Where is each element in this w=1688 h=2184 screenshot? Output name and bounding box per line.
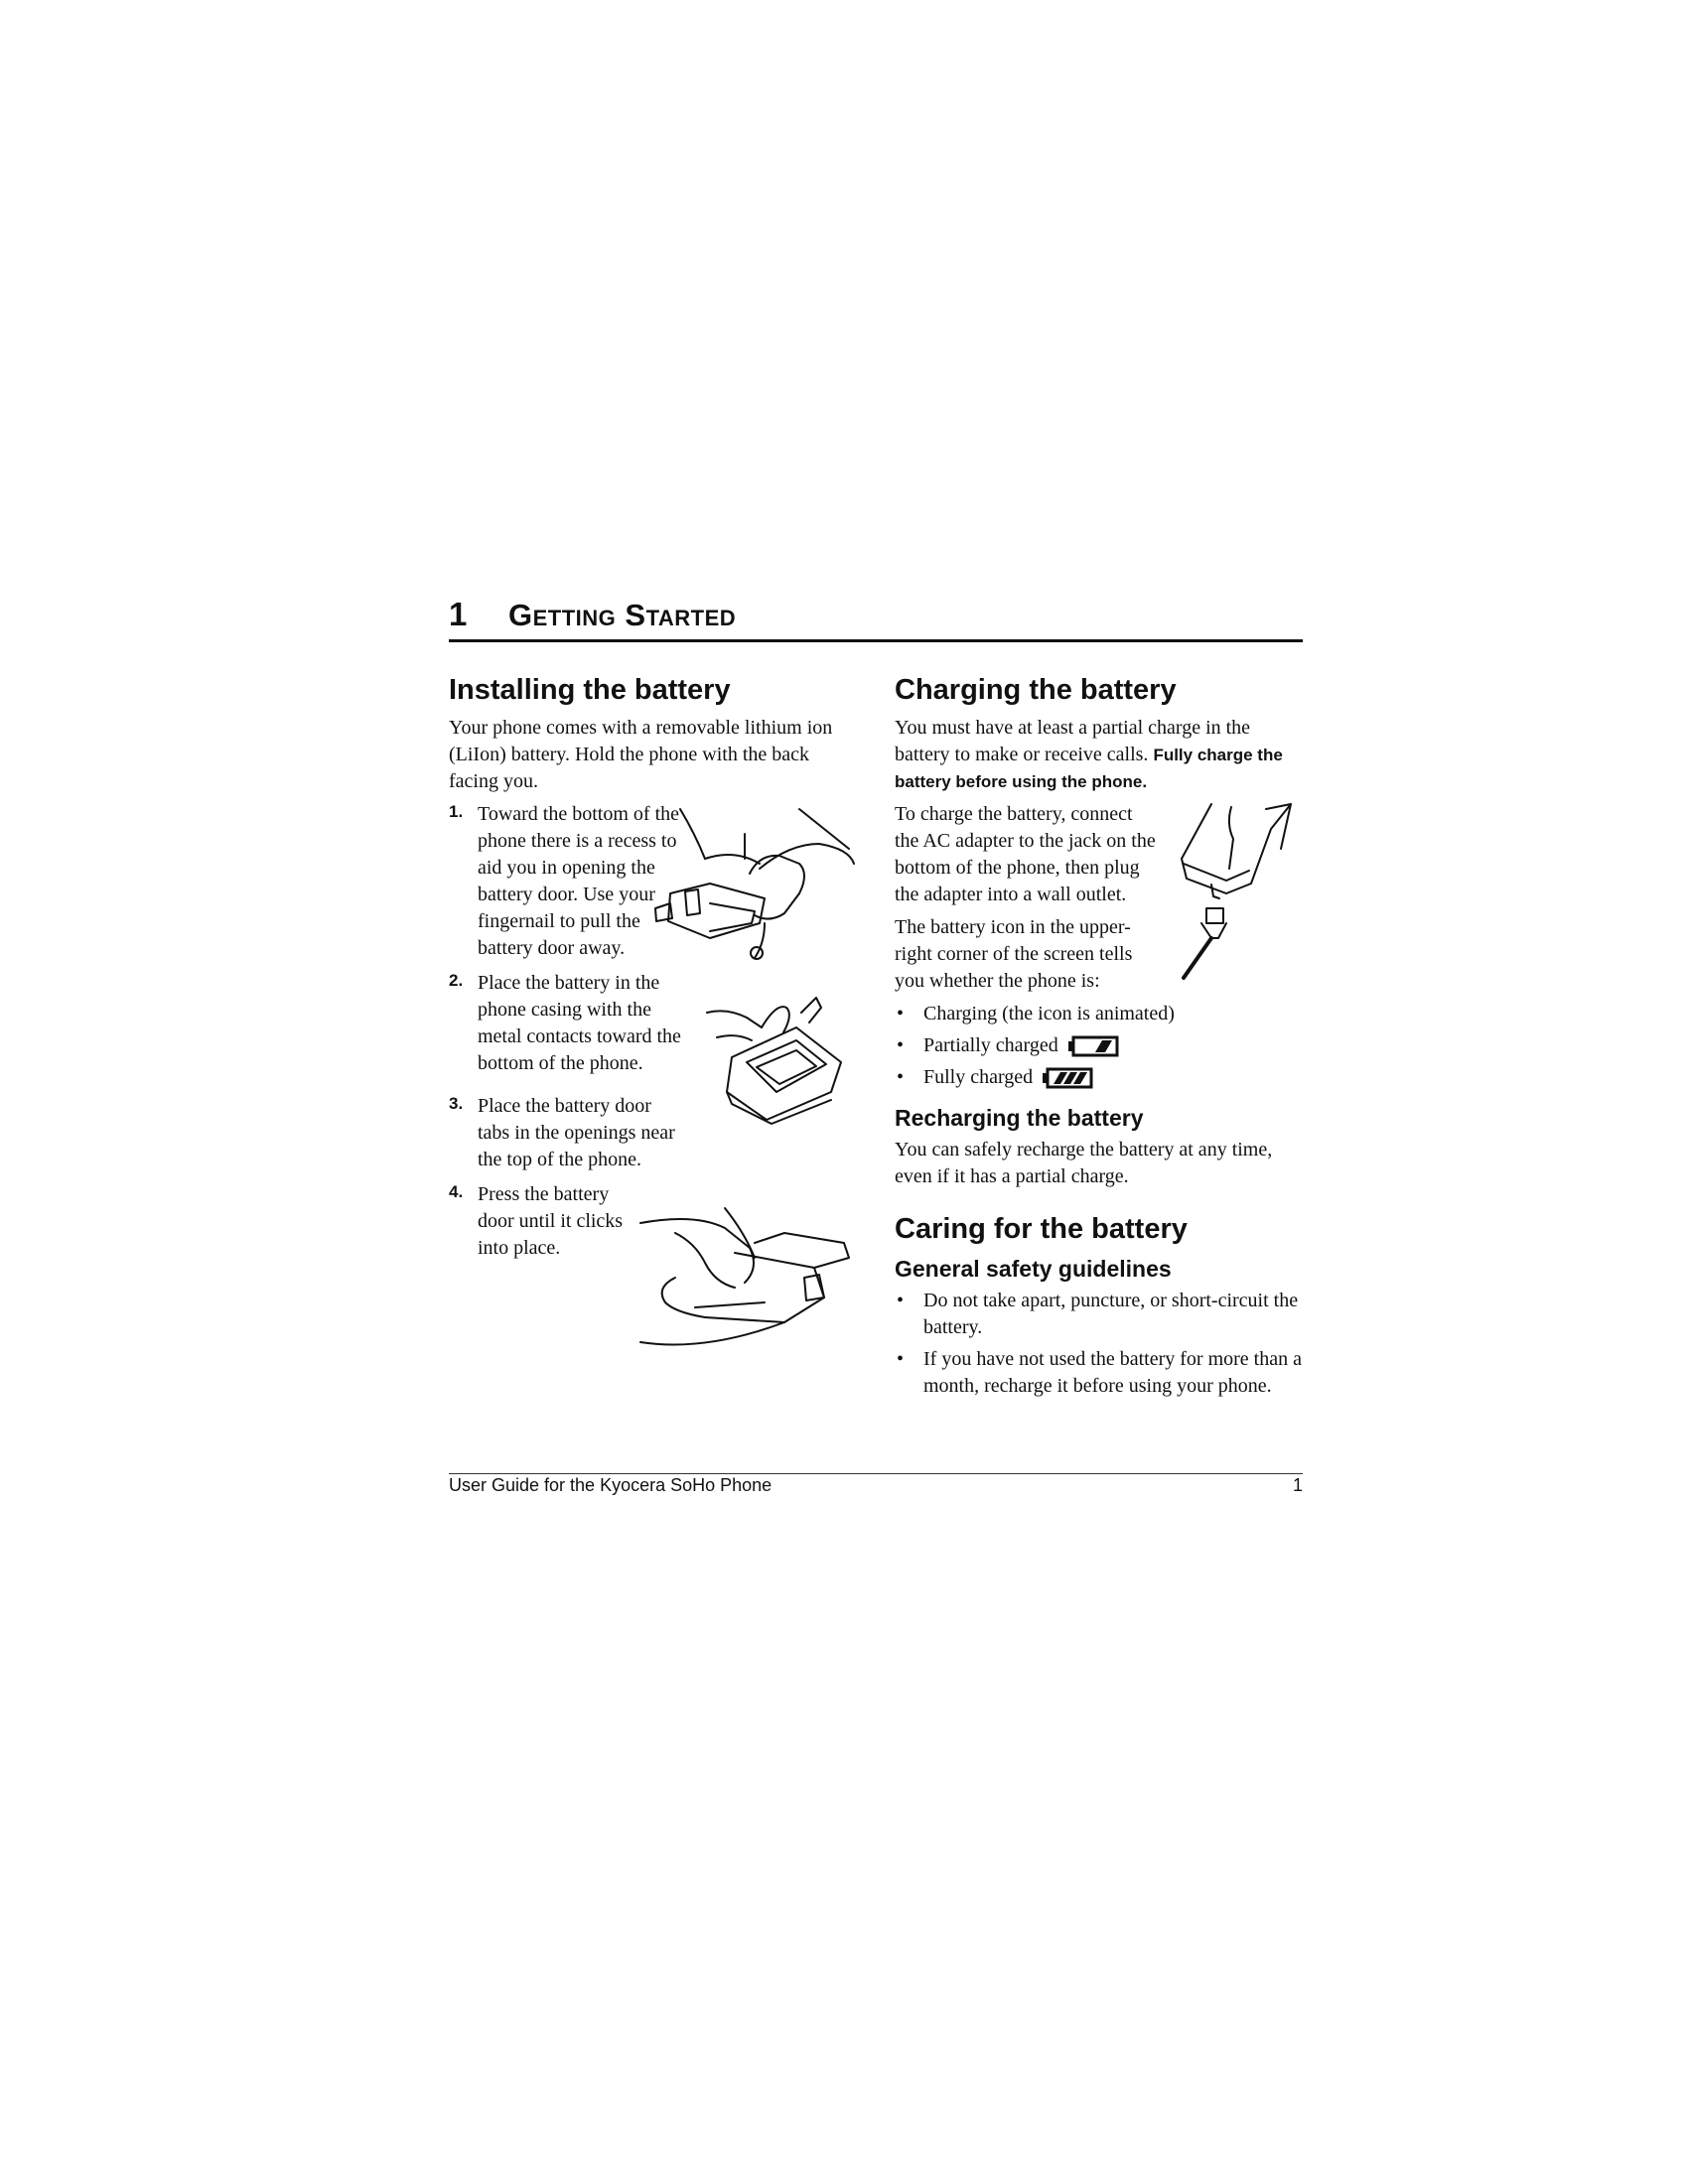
chapter-rule — [449, 639, 1303, 642]
step-text: Press the battery door until it clicks into place. — [478, 1183, 624, 1259]
step-3 — [449, 1093, 687, 1173]
installing-intro: Your phone comes with a removable lithium ion (LiIon) battery. Hold the phone with the back facing you. — [449, 717, 833, 792]
step-4 — [449, 1181, 628, 1262]
recharging-text: You can safely recharge the battery at any time, even if it has a partial charge. — [895, 1139, 1273, 1187]
caring-heading: Caring for the battery — [895, 1213, 1188, 1245]
charging-intro-bold: Fully charge the battery before using the phone. — [895, 746, 1283, 791]
charging-icon-text: The battery icon in the upper-right corner of the screen tells you whether the phone is: — [895, 916, 1133, 992]
step-number: 3. — [449, 1094, 464, 1113]
recharging-heading: Recharging the battery — [895, 1105, 1144, 1131]
battery-partial-icon — [1067, 1035, 1119, 1057]
step-text: Toward the bottom of the phone there is a recess to aid you in opening the battery door. Use your fingernail to pull the battery door away. — [478, 803, 679, 959]
chapter-header — [449, 596, 1303, 637]
footer-rule — [449, 1473, 1303, 1474]
step-2 — [449, 970, 692, 1077]
list-item: • Fully charged — [895, 1064, 1304, 1091]
page-number: 1 — [1293, 1475, 1304, 1495]
charging-intro-text: You must have at least a partial charge in the battery to make or receive calls. — [895, 717, 1251, 765]
step-number: 2. — [449, 971, 464, 990]
charge-state-list — [895, 1001, 1304, 1091]
insert-battery-illustration — [702, 993, 851, 1127]
list-item: • Do not take apart, puncture, or short-circuit the battery. — [897, 1290, 1299, 1338]
step-number: 4. — [449, 1182, 464, 1201]
step-number: 1. — [449, 802, 464, 821]
battery-full-icon — [1042, 1067, 1093, 1089]
step-text: Place the battery door tabs in the openings near the top of the phone. — [478, 1095, 675, 1170]
open-battery-door-illustration — [650, 804, 864, 963]
list-item: • Partially charged — [895, 1032, 1304, 1059]
list-item: • Charging (the icon is animated) — [897, 1003, 1175, 1024]
charging-heading: Charging the battery — [895, 674, 1177, 706]
safety-list — [895, 1288, 1304, 1400]
press-battery-door-illustration — [635, 1203, 859, 1352]
left-column — [449, 671, 854, 1270]
footer-title: User Guide for the Kyocera SoHo Phone — [449, 1475, 773, 1495]
step-text: Place the battery in the phone casing with the metal contacts toward the bottom of the phone. — [478, 972, 681, 1074]
charger-illustration — [1172, 799, 1306, 983]
list-item: • If you have not used the battery for more than a month, recharge it before using your phone. — [897, 1348, 1302, 1397]
chapter-title: Getting Started — [508, 598, 737, 632]
installing-heading: Installing the battery — [449, 674, 731, 706]
chapter-number: 1 — [449, 596, 468, 632]
safety-subheading: General safety guidelines — [895, 1256, 1172, 1282]
right-column — [895, 671, 1304, 1408]
charging-connect: To charge the battery, connect the AC adapter to the jack on the bottom of the phone, then plug the adapter into a wall outlet. — [895, 803, 1156, 905]
charging-intro — [895, 715, 1304, 795]
